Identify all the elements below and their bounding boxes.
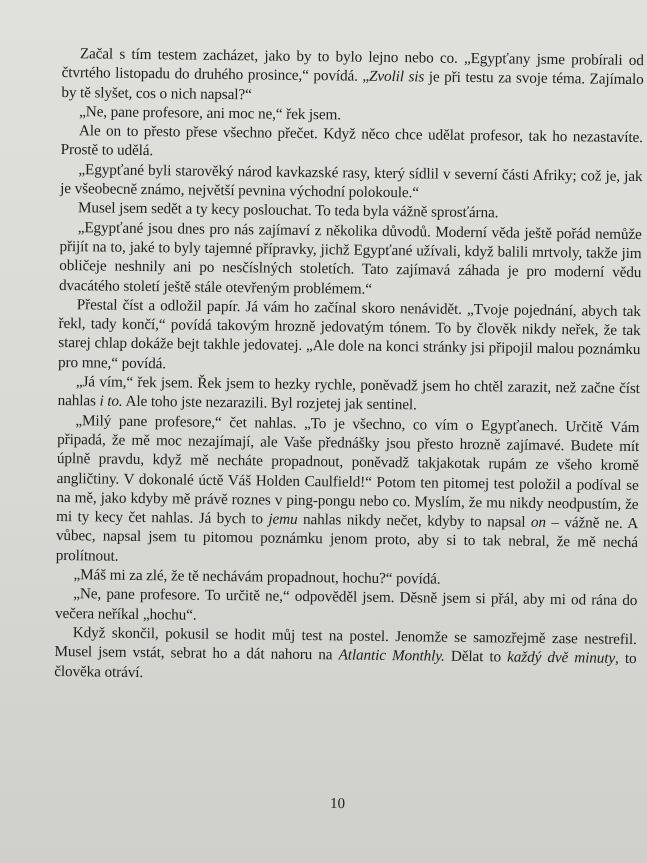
body-text (54, 44, 644, 688)
text-run: , to člověka otráví. (54, 650, 637, 681)
text-run: Když skončil, pokusil se hodit můj test na postel. Jenomže se samozřejmě zase nestrefil. Musel jsem vstát, sebrat ho a dát nahoru na (54, 624, 637, 664)
paragraph (58, 295, 641, 379)
text-run: Ale toho jste nezarazili. Byl rozjetej jak sentinel. (122, 393, 417, 414)
paragraph (54, 623, 637, 688)
text-run: „Milý pane profesore,“ čet nahlas. „To je všechno, co vím o Egypťanech. Určitě Vám připadá, že mě moc nezajímají, ale Vaše přednášky jsou přesto hrozně zajímavé. Budete mít úplně pravdu, když mě necháte propadnout, poněvadž takjakotak rupám ze všeho kromě angličtiny. V dokonalé úctě Váš Holden Caulfield!“ Potom ten pitomej test položil a podíval se na mě, jako kdyby mě právě roznes v ping-pongu nebo co. Myslím, že mu nikdy neodpustím, že mi ty kecy čet nahlas. Já bych to (56, 411, 640, 528)
text-run: Dělat to (444, 647, 508, 666)
text-run: Musel jsem sedět a ty kecy poslouchat. To teda byla vážně sprosťárna. (77, 199, 499, 222)
paragraph (61, 44, 644, 109)
paragraph (59, 218, 642, 302)
page-number: 10 (329, 795, 346, 813)
text-run: „Egypťané byli starověký národ kavkazské rasy, který sídlil v severní části Afriky; což je, jak je všeobecně známo, největší pevnina východní polokoule.“ (60, 160, 643, 202)
text-run: „Ne, pane profesore, ani moc ne,“ řek jsem. (79, 103, 342, 124)
italic-run: každý dvě minuty (507, 648, 616, 668)
text-run: „Máš mi za zlé, že tě nechávám propadnout, hochu?“ povídá. (73, 566, 441, 588)
text-run: Ale on to přesto přese všechno přečet. Když něco chce udělat profesor, tak ho nezastavíte. Prostě to udělá. (60, 122, 644, 160)
italic-run: jemu (268, 510, 298, 529)
italic-run: i to. (99, 392, 123, 411)
text-run: „Já vím,“ řek jsem. Řek jsem to hezky rychle, poněvadž jsem ho chtěl zarazit, než začne číst nahlas (57, 373, 640, 410)
text-run: – vážně ne. A vůbec, napsal jsem tu pitomou poznámku jenom proto, aby si to tak nebral, že mě nechá prolítnout. (55, 514, 639, 565)
text-run: Začal s tím testem zacházet, jako by to bylo lejno nebo co. „Egypťany jsme probírali od čtvrtého listopadu do druhého prosince,“ povídá. „ (61, 45, 644, 86)
text-run: je při testu za svoje téma. Zajímalo by tě slyšet, cos o nich napsal?“ (61, 68, 644, 103)
paragraph (58, 372, 640, 418)
paragraph (56, 411, 640, 572)
text-run: nahlas nikdy nečet, kdyby to napsal (297, 511, 532, 531)
paragraph (61, 121, 643, 167)
text-run: „Egypťané jsou dnes pro nás zajímaví z několika důvodů. Moderní věda ještě pořád nemůže přijít na to, jaké to byly tajemné přípravky, jichž Egypťané užívali, když balili mrtvoly, takže jim obličeje neshnily ani po nesčíslných stoletích. Tato zajímavá záhada je pro moderní vědu dvacátého století ještě stále otevřeným problémem.“ (58, 218, 642, 298)
text-run: Přestal číst a odložil papír. Já vám ho začínal skoro nenávidět. „Tvoje pojednání, abych tak řekl, tady končí,“ povídá takovým hrozně jedovatým tónem. To by člověk nikdy neřek, že tak starej chlap dokáže bejt takhle jedovatej. „Ale dole na konci stránky jsi připojil malou poznámku pro mne,“ povídá. (58, 296, 641, 373)
italic-run: Atlantic Monthly. (338, 646, 445, 665)
italic-run: Zvolil sis (368, 68, 425, 86)
italic-run: on (530, 513, 547, 532)
text-run: „Ne, pane profesore. To určitě ne,“ odpověděl jsem. Děsně jsem si přál, aby mi od rána do večera neříkal „hochu“. (54, 585, 638, 624)
